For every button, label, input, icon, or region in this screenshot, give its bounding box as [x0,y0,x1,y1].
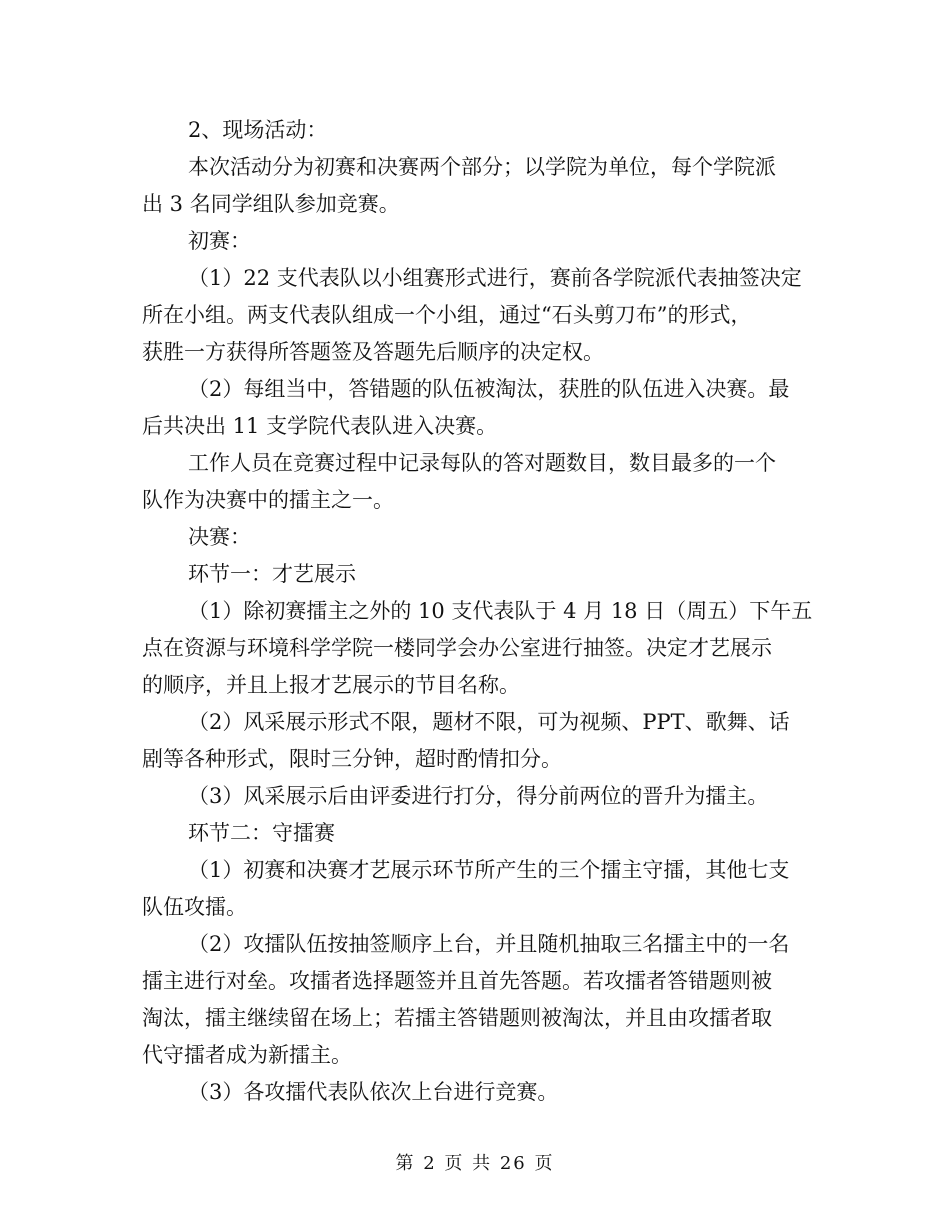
text-line: （2）攻擂队伍按抽签顺序上台，并且随机抽取三名擂主中的一名 [188,932,790,956]
text-line: 本次活动分为初赛和决赛两个部分；以学院为单位，每个学院派 [188,155,776,179]
text-line: （1）初赛和决赛才艺展示环节所产生的三个擂主守擂，其他七支 [188,858,790,882]
text-line: 点在资源与环境科学学院一楼同学会办公室进行抽签。决定才艺展示 [142,636,772,660]
text-line: 队伍攻擂。 [142,895,247,919]
text-line: 决赛： [188,525,251,549]
text-line: （1）22 支代表队以小组赛形式进行，赛前各学院派代表抽签决定 [188,266,802,290]
text-line: 初赛： [188,229,251,253]
text-line: 2、现场活动： [188,118,328,142]
text-line: （2）每组当中，答错题的队伍被淘汰，获胜的队伍进入决赛。最 [188,377,790,401]
document-body [142,112,813,1111]
text-line: 擂主进行对垒。攻擂者选择题签并且首先答题。若攻擂者答错题则被 [142,969,772,993]
text-line: 的顺序，并且上报才艺展示的节目名称。 [142,673,520,697]
text-line: （2）风采展示形式不限，题材不限，可为视频、PPT、歌舞、话 [188,710,790,734]
text-line: 获胜一方获得所答题签及答题先后顺序的决定权。 [142,340,604,364]
text-line: 代守擂者成为新擂主。 [142,1043,352,1067]
text-line: 后共决出 11 支学院代表队进入决赛。 [142,414,498,438]
text-line: 工作人员在竞赛过程中记录每队的答对题数目，数目最多的一个 [188,451,776,475]
text-line: 环节一：才艺展示 [188,562,356,586]
page-footer: 第 2 页 共 26 页 [395,1153,555,1174]
text-line: 环节二：守擂赛 [188,821,335,845]
text-line: （1）除初赛擂主之外的 10 支代表队于 4 月 18 日（周五）下午五 [188,599,813,623]
text-line: 出 3 名同学组队参加竞赛。 [142,192,400,216]
text-line: （3）各攻擂代表队依次上台进行竞赛。 [188,1080,559,1104]
text-line: （3）风采展示后由评委进行打分，得分前两位的晋升为擂主。 [188,784,769,808]
text-line: 淘汰，擂主继续留在场上；若擂主答错题则被淘汰，并且由攻擂者取 [142,1006,772,1030]
text-line: 所在小组。两支代表队组成一个小组，通过“石头剪刀布”的形式， [142,303,752,327]
text-line: 队作为决赛中的擂主之一。 [142,488,394,512]
text-line: 剧等各种形式，限时三分钟，超时酌情扣分。 [142,747,562,771]
